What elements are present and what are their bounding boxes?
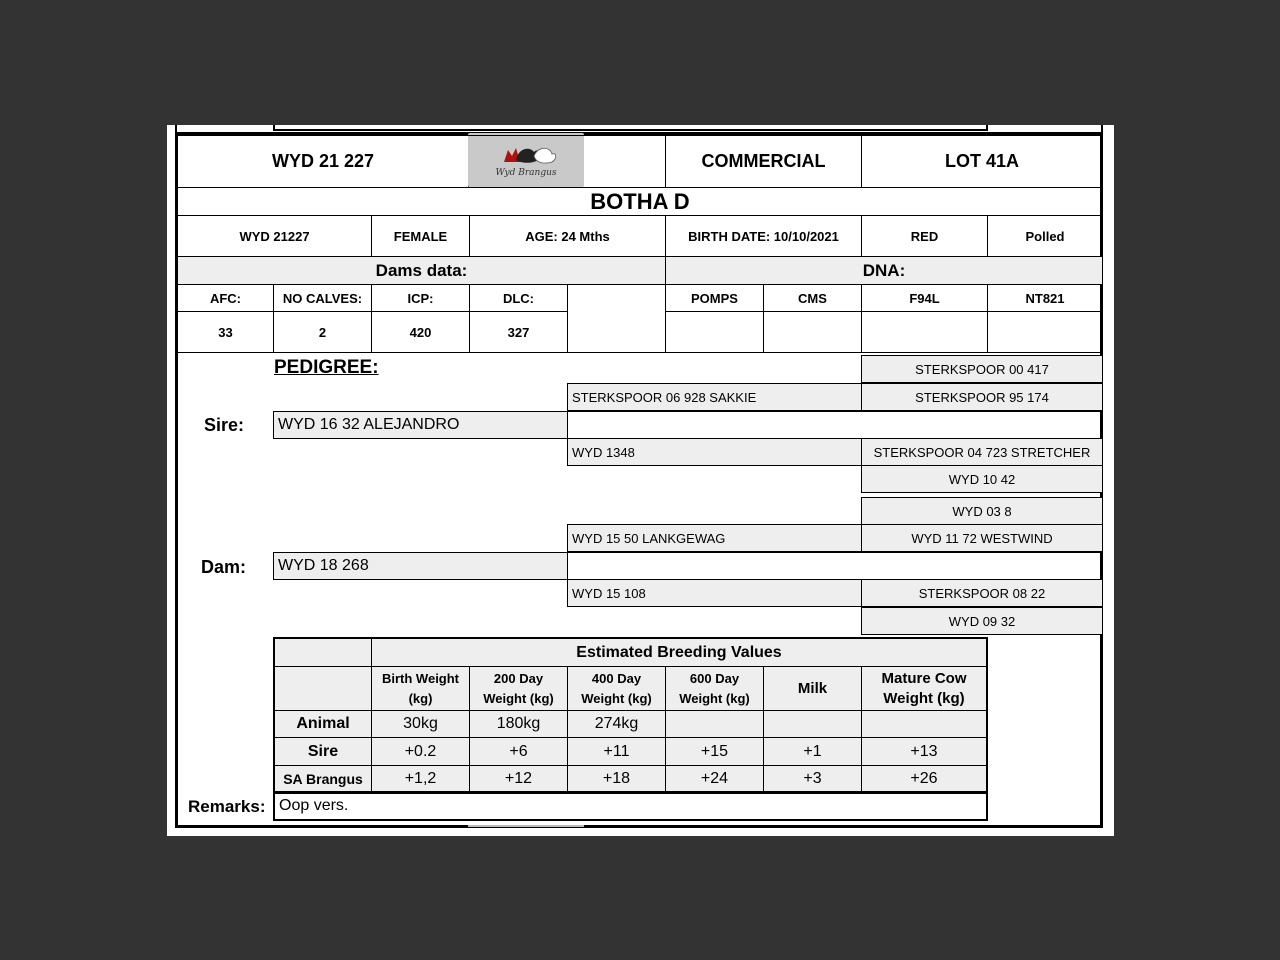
f94l-header: F94L (861, 284, 988, 312)
ebv-cell (665, 710, 764, 738)
ebv-col-600-day (665, 666, 764, 711)
cms-value (763, 311, 862, 353)
ebv-cell: 30kg (371, 710, 470, 738)
ebv-col-unit: Weight (kg) (883, 689, 965, 707)
icp-value: 420 (371, 311, 470, 353)
ebv-col-mature-cow (861, 666, 987, 711)
ebv-cell (763, 710, 862, 738)
ebv-cell: +12 (469, 765, 568, 792)
ebv-cell: +1,2 (371, 765, 470, 792)
dam-sire: WYD 15 50 LANKGEWAG (567, 524, 862, 552)
dam-sire-sire: WYD 03 8 (861, 497, 1103, 525)
pomps-header: POMPS (665, 284, 764, 312)
ebv-col-milk (763, 666, 862, 711)
sire-sire-dam: STERKSPOOR 95 174 (861, 383, 1103, 411)
f94l-value (861, 311, 988, 353)
dam-dam: WYD 15 108 (567, 579, 862, 607)
bottom-logo-stub (468, 825, 584, 827)
birth-date: BIRTH DATE: 10/10/2021 (665, 215, 862, 257)
ebv-cell: +6 (469, 737, 568, 766)
dlc-header: DLC: (469, 284, 568, 312)
no-calves-value: 2 (273, 311, 372, 353)
ebv-row-label-animal: Animal (274, 710, 372, 738)
dam-dam-dam: WYD 09 32 (861, 607, 1103, 635)
sire-dam-sire: STERKSPOOR 04 723 STRETCHER (861, 438, 1103, 466)
dams-empty-cell (567, 284, 666, 353)
pedigree-title: PEDIGREE: (274, 357, 379, 378)
ebv-cell: +15 (665, 737, 764, 766)
ebv-cell: +0.2 (371, 737, 470, 766)
ebv-col-label: Mature Cow (881, 669, 967, 687)
logo-text: Wyd Brangus (495, 168, 557, 178)
ebv-row-label-sa-brangus: SA Brangus (274, 765, 372, 792)
registration-sheet (167, 125, 1114, 836)
horn-status: Polled (987, 215, 1103, 257)
ebv-col-unit: (kg) (408, 690, 433, 706)
header-logo-cell-border (468, 135, 666, 188)
ebv-col-label: Milk (797, 679, 828, 697)
ebv-cell: +11 (567, 737, 666, 766)
ebv-col-birth-weight (371, 666, 470, 711)
afc-value: 33 (177, 311, 274, 353)
remarks-field: Oop vers. (273, 792, 988, 821)
ebv-col-200-day (469, 666, 568, 711)
no-calves-header: NO CALVES: (273, 284, 372, 312)
afc-header: AFC: (177, 284, 274, 312)
dlc-value: 327 (469, 311, 568, 353)
ebv-title: Estimated Breeding Values (371, 638, 987, 667)
age: AGE: 24 Mths (469, 215, 666, 257)
sire-dam: WYD 1348 (567, 438, 862, 466)
dam-name: WYD 18 268 (273, 552, 568, 580)
remarks-label: Remarks: (188, 797, 266, 816)
ebv-col-label: Birth Weight (381, 670, 460, 686)
ebv-col-unit: Weight (kg) (581, 690, 652, 706)
dna-title: DNA: (665, 256, 1103, 285)
category: COMMERCIAL (665, 135, 862, 188)
lot-number: LOT 41A (861, 135, 1103, 188)
nt821-value (987, 311, 1103, 353)
ebv-cell: 180kg (469, 710, 568, 738)
ebv-cell: +13 (861, 737, 987, 766)
dams-data-title: Dams data: (177, 256, 666, 285)
ebv-col-label: 200 Day (493, 670, 544, 686)
sire-dam-dam: WYD 10 42 (861, 465, 1103, 493)
ebv-cell: +24 (665, 765, 764, 792)
dam-label: Dam: (201, 557, 247, 577)
animal-id: WYD 21 227 (177, 135, 469, 188)
icp-header: ICP: (371, 284, 470, 312)
ebv-corner-top (274, 638, 372, 667)
top-strip-bottom (273, 129, 988, 131)
color: RED (861, 215, 988, 257)
ebv-row-label-sire: Sire (274, 737, 372, 766)
nt821-header: NT821 (987, 284, 1103, 312)
ebv-col-label: 400 Day (591, 670, 642, 686)
ebv-col-400-day (567, 666, 666, 711)
sire-sire-sire: STERKSPOOR 00 417 (861, 355, 1103, 383)
ebv-cell: +18 (567, 765, 666, 792)
cms-header: CMS (763, 284, 862, 312)
ebv-cell: +3 (763, 765, 862, 792)
dam-sire-dam: WYD 11 72 WESTWIND (861, 524, 1103, 552)
ebv-corner-sub (274, 666, 372, 711)
ebv-cell (861, 710, 987, 738)
sire-label: Sire: (204, 415, 245, 435)
ebv-col-label: 600 Day (689, 670, 740, 686)
sire-sire: STERKSPOOR 06 928 SAKKIE (567, 383, 862, 411)
sire-row-fill (567, 411, 1103, 439)
sire-name: WYD 16 32 ALEJANDRO (273, 411, 568, 439)
reg-number: WYD 21227 (177, 215, 372, 257)
pomps-value (665, 311, 764, 353)
ebv-cell: +1 (763, 737, 862, 766)
dam-row-fill (567, 552, 1103, 580)
ebv-cell: 274kg (567, 710, 666, 738)
sex: FEMALE (371, 215, 470, 257)
ebv-cell: +26 (861, 765, 987, 792)
dam-dam-sire: STERKSPOOR 08 22 (861, 579, 1103, 607)
owner-name: BOTHA D (177, 187, 1103, 216)
ebv-col-unit: Weight (kg) (483, 690, 554, 706)
ebv-col-unit: Weight (kg) (679, 690, 750, 706)
